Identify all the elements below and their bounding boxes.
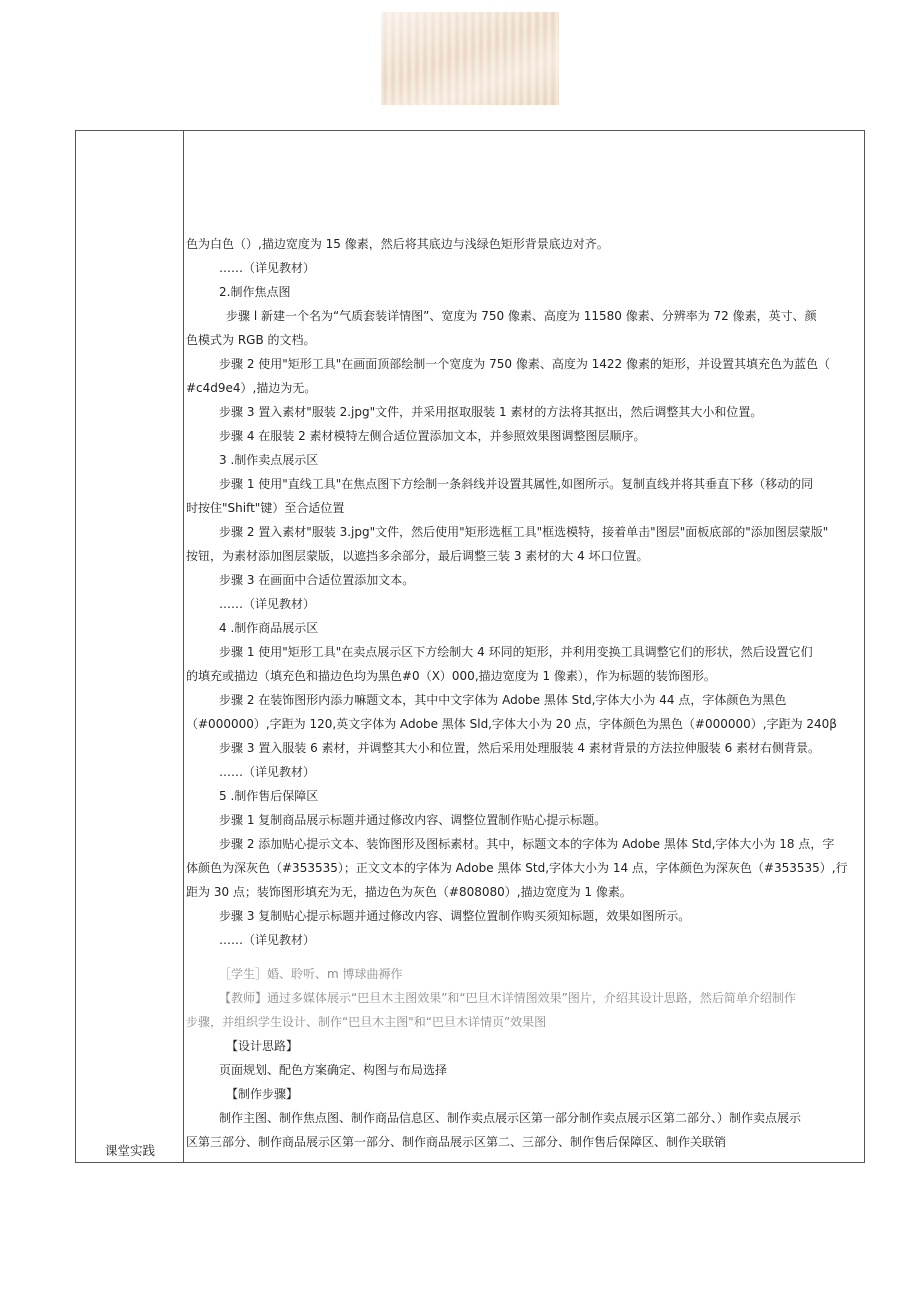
text-line: （#000000）,字距为 120,英文字体为 Adobe 黑体 Sld,字体大小为 20 点，字体颜色为黑色（#000000）,字距为 240β bbox=[186, 717, 837, 731]
text-line: ……（详见教材） bbox=[219, 597, 316, 611]
text-line: 步骤 2 在装饰图形内添力嘛题文本，其中中文字体为 Adobe 黑体 Std,字体大小为 44 点，字体颜色为黑色 bbox=[219, 693, 787, 707]
text-line: 5 .制作售后保障区 bbox=[219, 789, 319, 803]
text-line: 步骤 2 添加贴心提示文本、装饰图形及图标素材。其中，标题文本的字体为 Adobe 黑体 Std,字体大小为 18 点，字 bbox=[219, 837, 835, 851]
text-line: 页面规划、配色方案确定、构图与布局选择 bbox=[219, 1063, 448, 1077]
text-line: 区第三部分、制作商品展示区第一部分、制作商品展示区第二、三部分、制作售后保障区、制作关联销 bbox=[186, 1135, 727, 1149]
content-cell bbox=[186, 232, 864, 1154]
text-line: 步骤 3 置入服装 6 素材，并调整其大小和位置，然后采用处理服装 4 素材背景的方法拉伸服装 6 素材右侧背景。 bbox=[219, 741, 821, 755]
text-line: 【设计思路】 bbox=[226, 1039, 299, 1053]
text-line: ……（详见教材） bbox=[219, 261, 316, 275]
text-line: 体颜色为深灰色（#353535）；正文文本的字体为 Adobe 黑体 Std,字体大小为 14 点，字体颜色为深灰色（#353535）,行 bbox=[186, 861, 848, 875]
text-line: 步骤 2 使用"矩形工具"在画面顶部绘制一个宽度为 750 像素、高度为 1422 像素的矩形，并设置其填充色为蓝色（ bbox=[219, 357, 831, 371]
header-logo-image bbox=[381, 12, 559, 105]
left-column bbox=[76, 131, 184, 1162]
paragraph-gap bbox=[186, 952, 864, 962]
text-line: 时按住"Shift"键）至合适位置 bbox=[186, 501, 345, 515]
text-line: ……（详见教材） bbox=[219, 933, 316, 947]
text-line: #c4d9e4）,描边为无。 bbox=[186, 381, 317, 395]
text-line: 2.制作焦点图 bbox=[219, 285, 291, 299]
text-line: 步骤 1 复制商品展示标题并通过修改内容、调整位置制作贴心提示标题。 bbox=[219, 813, 607, 827]
text-line: 3 .制作卖点展示区 bbox=[219, 453, 319, 467]
text-line: 步骤 l 新建一个名为“气质套装详情图”、宽度为 750 像素、高度为 11580 像素、分辨率为 72 像素，英寸、颜 bbox=[226, 309, 817, 323]
text-line: 距为 30 点；装饰图形填充为无，描边色为灰色（#808080）,描边宽度为 1 像素。 bbox=[186, 885, 632, 899]
text-line: 步骤 3 置入素材"服装 2.jpg"文件，并采用抠取服装 1 素材的方法将其抠出，然后调整其大小和位置。 bbox=[219, 405, 763, 419]
text-line: 色模式为 RGB 的文档。 bbox=[186, 333, 316, 347]
text-line: 步骤，并组织学生设计、制作“巴旦木主图"和“巴旦木详情页”效果图 bbox=[186, 1015, 547, 1029]
text-line: 步骤 1 使用"矩形工具"在卖点展示区下方绘制大 4 环同的矩形，并利用变换工具调整它们的形状，然后设置它们 bbox=[219, 645, 813, 659]
text-line: 步骤 2 置入素材"服装 3.jpg"文件，然后使用"矩形选框工具"框选模特，接着单击"图层"面板底部的"添加图层蒙版" bbox=[219, 525, 829, 539]
text-line: 步骤 4 在服装 2 素材模特左侧合适位置添加文本，并参照效果图调整图层顺序。 bbox=[219, 429, 646, 443]
text-line: 按钮，为素材添加图层蒙版，以遮挡多余部分，最后调整三装 3 素材的大 4 坏口位置。 bbox=[186, 549, 649, 563]
text-line: 【制作步骤】 bbox=[226, 1087, 299, 1101]
text-line: ……（详见教材） bbox=[219, 765, 316, 779]
text-line: 的填充或描边（填充色和描边色均为黑色#0（X）000,描边宽度为 1 像素），作为标题的装饰图形。 bbox=[186, 669, 716, 683]
text-line: 步骤 3 在画面中合适位置添加文本。 bbox=[219, 573, 415, 587]
text-line: 色为白色（）,描边宽度为 15 像素，然后将其底边与浅绿色矩形背景底边对齐。 bbox=[186, 237, 609, 251]
text-line: 制作主图、制作焦点图、制作商品信息区、制作卖点展示区第一部分制作卖点展示区第二部分、）制作卖点展示 bbox=[219, 1111, 802, 1125]
text-line: ［学生］婚、聆听、m 博球曲褥作 bbox=[219, 967, 403, 981]
text-line: 4 .制作商品展示区 bbox=[219, 621, 319, 635]
text-line: 步骤 3 复制贴心提示标题并通过修改内容、调整位置制作购买须知标题，效果如图所示。 bbox=[219, 909, 691, 923]
text-line: 【教师】通过多媒体展示“巴旦木主图效果”和“巴旦木详情图效果”图片，介绍其设计思路，然后简单介绍制作 bbox=[219, 991, 796, 1005]
text-line: 步骤 1 使用"直线工具"在焦点图下方绘制一条斜线并设置其属性,如图所示。复制直线并将其垂直下移（移动的同 bbox=[219, 477, 814, 491]
row-label: 课堂实践 bbox=[104, 1143, 155, 1158]
lesson-table bbox=[75, 130, 865, 1163]
